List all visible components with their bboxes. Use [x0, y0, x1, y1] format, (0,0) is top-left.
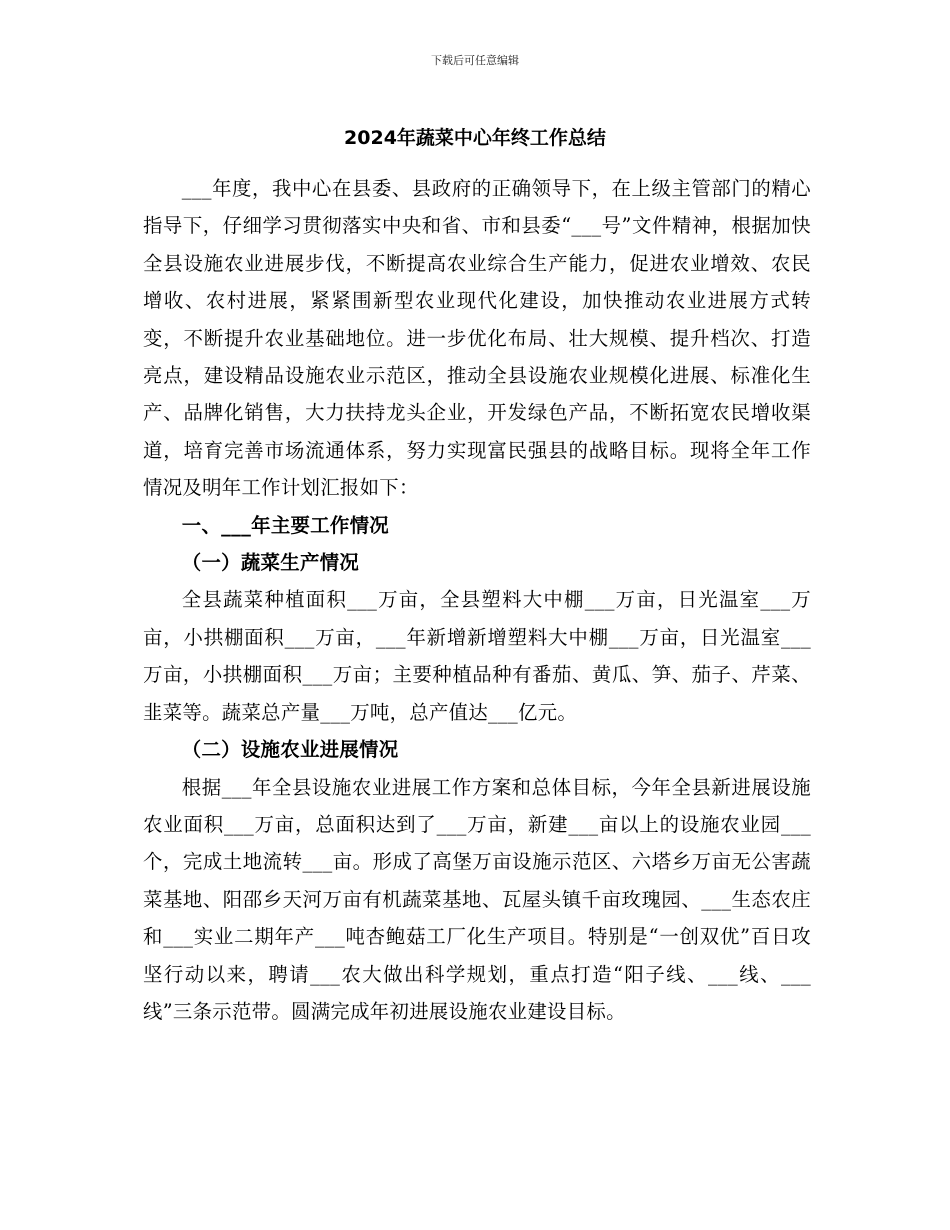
document-body [143, 170, 811, 1030]
page-header: 下载后可任意编辑 [431, 54, 519, 67]
vegetable-production-paragraph: 全县蔬菜种植面积___万亩，全县塑料大中棚___万亩，日光温室___万亩，小拱棚面积___万亩，___年新增新增塑料大中棚___万亩，日光温室___万亩，小拱棚面积___万亩；主要种植品种有番茄、黄瓜、笋、茄子、芹菜、韭菜等。蔬菜总产量___万吨，总产值达___亿元。 [143, 588, 811, 724]
section-heading-1: 一、___年主要工作情况 [181, 513, 389, 537]
subsection-heading-1: （一）蔬菜生产情况 [181, 551, 360, 575]
document-title: 2024年蔬菜中心年终工作总结 [344, 127, 606, 149]
subsection-heading-2: （二）设施农业进展情况 [181, 738, 399, 762]
intro-paragraph: ___年度，我中心在县委、县政府的正确领导下，在上级主管部门的精心指导下，仔细学习贯彻落实中央和省、市和县委“___号”文件精神，根据加快全县设施农业进展步伐，不断提高农业综合生产能力，促进农业增效、农民增收、农村进展，紧紧围新型农业现代化建设，加快推动农业进展方式转变，不断提升农业基础地位。进一步优化布局、壮大规模、提升档次、打造亮点，建设精品设施农业示范区，推动全县设施农业规模化进展、标准化生产、品牌化销售，大力扶持龙头企业，开发绿色产品，不断拓宽农民增收渠道，培育完善市场流通体系，努力实现富民强县的战略目标。现将全年工作情况及明年工作计划汇报如下： [143, 177, 811, 500]
facility-agriculture-paragraph: 根据___年全县设施农业进展工作方案和总体目标，今年全县新进展设施农业面积___万亩，总面积达到了___万亩，新建___亩以上的设施农业园___个，完成土地流转___亩。形成了高堡万亩设施示范区、六塔乡万亩无公害蔬菜基地、阳邵乡天河万亩有机蔬菜基地、瓦屋头镇千亩玫瑰园、___生态农庄和___实业二期年产___吨杏鲍菇工厂化生产项目。特别是“一创双优”百日攻坚行动以来，聘请___农大做出科学规划，重点打造“阳子线、___线、___线”三条示范带。圆满完成年初进展设施农业建设目标。 [143, 775, 811, 1023]
